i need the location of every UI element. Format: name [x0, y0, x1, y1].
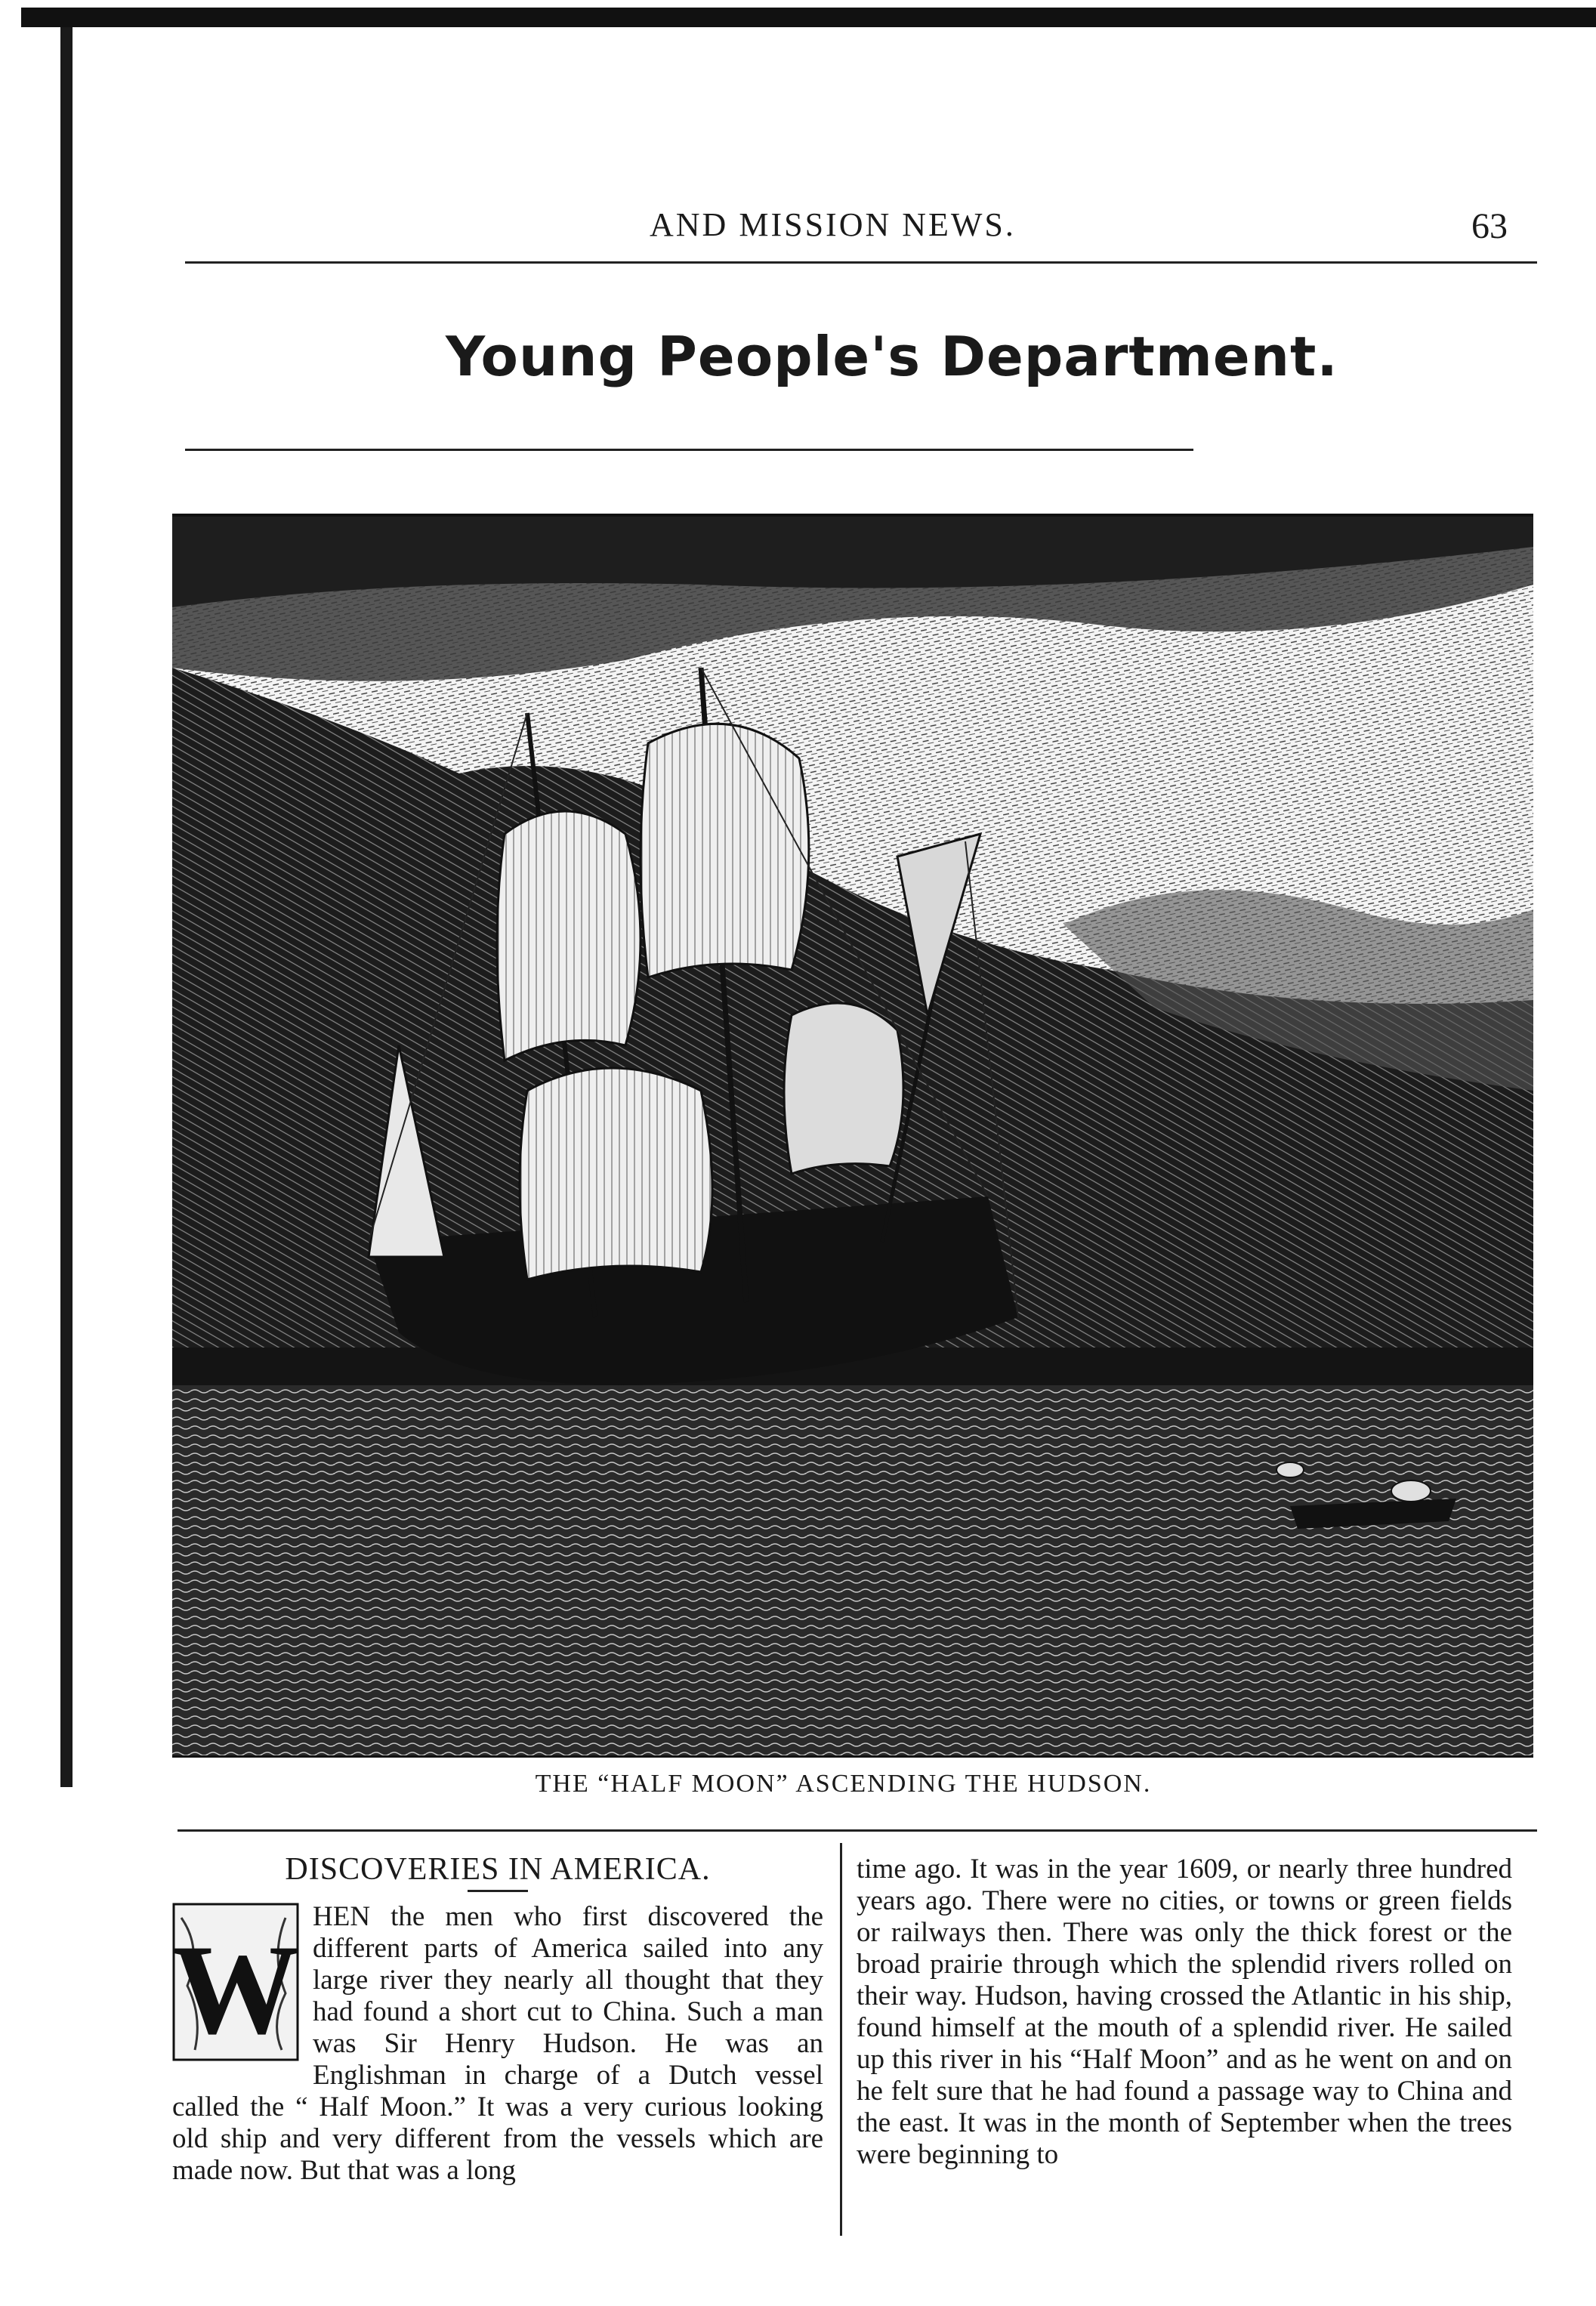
- figure-caption: [0, 1770, 1596, 1798]
- article-right-column: [857, 1854, 1512, 2171]
- heading-dash: [468, 1890, 528, 1892]
- article-heading: DISCOVERIES IN AMERICA.: [285, 1852, 711, 1887]
- title-rule: [185, 449, 1193, 451]
- article-left-text: HEN the men who first discovered the different parts of America sailed into any large river they nearly all thought that they had found a short cut to China. Such a man was Sir Henry Hudson. He was an Englishman in charge of a Dutch vessel called the “ Half Moon.” It was a very curious looking old ship and very different from the vessels which are made now. But that was a long: [172, 1901, 823, 2186]
- running-head: AND MISSION NEWS.: [650, 206, 1016, 243]
- ship-engraving-illustration: [172, 514, 1533, 1758]
- header-rule: [185, 261, 1537, 264]
- caption-rule: [178, 1829, 1537, 1832]
- ornamental-drop-cap: [172, 1903, 299, 2061]
- drop-cap-letter: W: [172, 1919, 299, 2061]
- article-left-column: [172, 1854, 823, 2187]
- column-divider: [840, 1843, 842, 2236]
- top-border-bar: [21, 8, 1596, 27]
- figure-caption-text: THE “HALF MOON” ASCENDING THE HUDSON.: [535, 1770, 1152, 1798]
- section-title: Young People's Department.: [446, 325, 1338, 388]
- article-right-text: time ago. It was in the year 1609, or nearly three hundred years ago. There were no cities, or towns or green fields or railways then. There was only the thick forest or the broad prairie through which the splendid rivers rolled on their way. Hudson, having crossed the Atlantic in his ship, found himself at the mouth of a splendid river. He sailed up this river in his “Half Moon” and as he went on and on he felt sure that he had found a passage way to China and the east. It was in the month of September when the trees were beginning to: [857, 1854, 1512, 2170]
- left-margin-rule: [60, 27, 73, 1787]
- page-number: 63: [1471, 206, 1508, 246]
